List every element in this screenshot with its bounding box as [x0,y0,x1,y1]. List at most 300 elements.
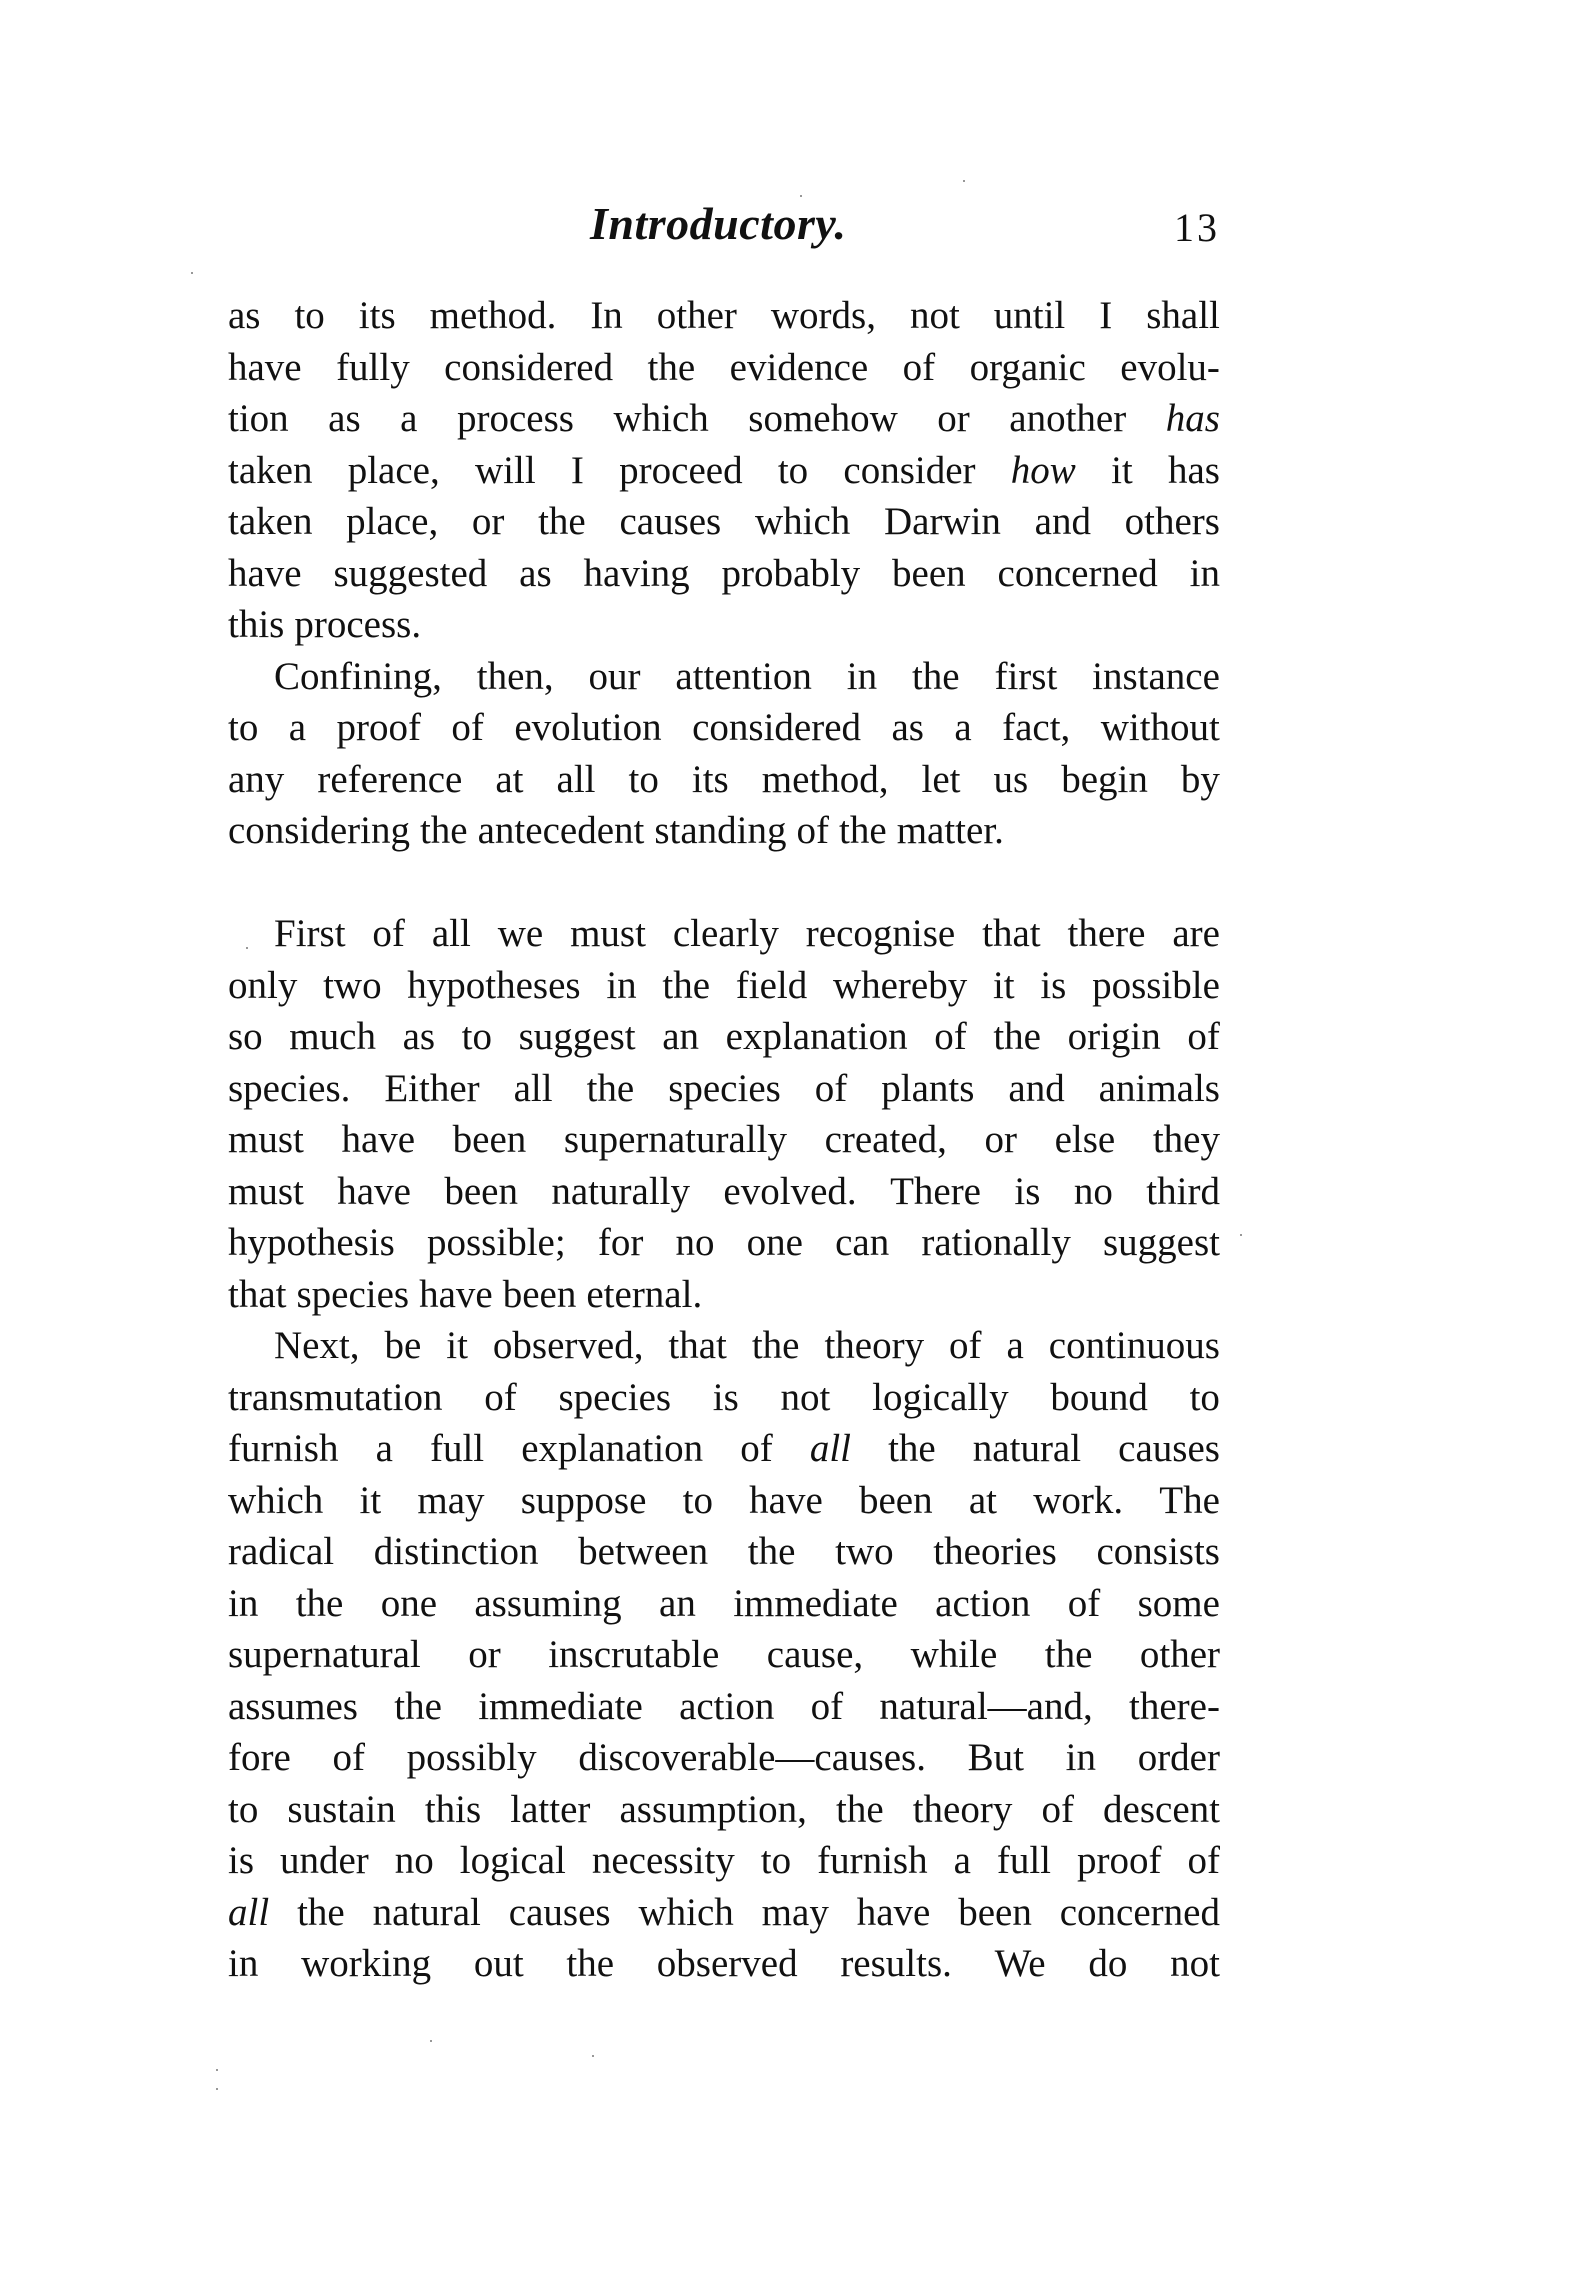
word: work. [1033,1478,1124,1522]
word: I [570,448,584,492]
text-line [228,1835,1220,1887]
word: so [228,1015,263,1058]
word: furnish [228,1427,339,1470]
word: as [328,397,361,440]
word: the [1044,1633,1093,1676]
word: without [1100,706,1220,749]
word: its [691,757,729,801]
word: transmutation [228,1375,443,1419]
word: having [583,551,690,595]
word: may [417,1478,485,1522]
word: and [1008,1066,1065,1110]
word: field [735,963,808,1007]
word: suggested [333,551,488,595]
word: else [1054,1118,1116,1161]
word: rationally [921,1221,1071,1264]
word: as [891,706,924,749]
word: proceed [619,448,743,492]
word: evidence [729,345,869,389]
word: radical [228,1530,335,1573]
word: taken [228,500,313,543]
word: concerned [1059,1890,1220,1934]
word: the [538,500,586,543]
word: been [958,1890,1032,1934]
word: between [578,1530,709,1573]
word: matter. [896,809,1004,852]
word: possibly [406,1736,537,1779]
word: evolution [514,706,662,749]
word: latter [510,1787,591,1831]
word: natural—and, [879,1684,1093,1728]
word: explanation [725,1015,908,1058]
word: the [394,1684,442,1728]
word: process. [294,603,422,646]
paragraph [228,908,1220,1320]
text-line [228,1732,1220,1784]
text-line [228,1217,1220,1269]
word: explanation [521,1427,704,1470]
text-line [228,290,1220,342]
word: working [301,1942,432,1985]
word: probably [721,551,861,595]
word: our [588,654,641,698]
word: two [323,963,382,1007]
text-line [228,496,1220,548]
word: at [495,757,524,801]
word: been [452,1118,527,1161]
word: antecedent [477,809,645,852]
word: which [613,397,709,440]
scan-speck [216,2069,218,2071]
word: We [994,1942,1046,1985]
word: the [993,1015,1041,1058]
word: origin [1067,1015,1161,1058]
word: of [796,809,830,852]
word: no [394,1839,434,1882]
word: consider [843,448,976,492]
word: considered [692,706,862,749]
scan-speck [246,947,248,949]
word: the [419,809,468,852]
word: the [888,1427,936,1470]
word: full [996,1839,1052,1882]
word: as [402,1015,436,1058]
word: or [984,1118,1017,1161]
word: taken [228,448,313,492]
word: which [754,500,851,543]
word: suggest [1102,1221,1220,1264]
word: or [937,397,970,440]
word: of [332,1736,365,1779]
word: us [993,757,1029,801]
word: there [1067,912,1146,955]
word: theory [824,1324,925,1367]
word: the [566,1942,615,1985]
word: a [288,706,307,749]
word: a [954,706,972,749]
word: others [1124,500,1220,543]
italic-word: has [1165,397,1220,440]
word: of [810,1684,844,1728]
word: evolu- [1120,345,1220,389]
word: no [1073,1169,1113,1213]
word: the [835,1787,884,1831]
word: considering [228,809,410,852]
word: species. [228,1066,351,1110]
word: suppose [520,1478,647,1522]
word: cause, [766,1633,864,1676]
word: all [431,912,471,955]
word: attention [675,654,812,698]
text-line [228,702,1220,754]
paragraph [228,290,1220,651]
running-title: Introductory. [590,198,847,249]
word: can [835,1221,890,1264]
word: to [682,1478,713,1522]
word: The [1159,1478,1220,1522]
word: to [1189,1375,1220,1419]
word: to [294,294,325,337]
word: that [982,912,1041,955]
text-line [228,1887,1220,1939]
word: possible [1092,963,1220,1007]
word: other [656,294,737,337]
word: of [484,1375,517,1419]
word: the [297,1890,345,1934]
word: results. [840,1942,952,1985]
word: immediate [478,1684,643,1728]
word: fully [336,345,410,389]
word: which [228,1478,324,1522]
text-line [228,445,1220,497]
word: There [890,1169,981,1213]
text-line [228,1938,1220,1990]
word: of [372,912,405,955]
word: some [1137,1581,1220,1625]
word: causes [1118,1427,1220,1470]
word: have [228,345,302,389]
word: is [712,1375,739,1419]
word: of [934,1015,967,1058]
word: the [839,809,887,852]
word: theory [912,1787,1013,1831]
italic-word: all [228,1890,270,1934]
word: be [384,1324,422,1367]
word: as [519,551,552,595]
word: Either [384,1066,480,1110]
scan-speck [800,195,802,197]
word: the [751,1324,800,1367]
word: observed [656,1942,798,1985]
word: it [359,1478,382,1522]
paragraph [228,651,1220,857]
word: not [780,1375,831,1419]
word: a [400,397,418,440]
word: standing [654,809,787,852]
word: for [597,1221,644,1264]
text-line [228,1681,1220,1733]
word: that [228,1272,287,1316]
word: of [1187,1839,1220,1882]
word: must [228,1118,304,1161]
word: logically [872,1375,1009,1419]
word: much [289,1015,376,1058]
word: has [1167,448,1220,492]
word: in [228,1581,259,1625]
text-line [228,960,1220,1012]
word: this [228,603,285,646]
word: any [228,757,285,801]
word: the [647,345,696,389]
word: furnish [817,1839,928,1882]
text-line [228,1423,1220,1475]
word: bound [1050,1375,1148,1419]
word: clearly [672,912,779,955]
word: inscrutable [548,1633,720,1676]
word: is [1040,963,1067,1007]
word: natural [372,1890,481,1934]
word: logical [459,1839,566,1882]
word: may [761,1890,829,1934]
text-line [228,1269,1220,1321]
word: is [228,1839,255,1882]
text-line [228,1063,1220,1115]
word: while [910,1633,998,1676]
word: observed, [492,1324,644,1367]
word: they [1152,1118,1220,1161]
word: must [228,1169,304,1213]
word: have [228,551,302,595]
text-line [228,342,1220,394]
scan-speck [963,180,965,182]
word: or [471,500,505,543]
word: in [1065,1736,1097,1779]
word: begin [1061,757,1148,801]
text-line [228,1784,1220,1836]
word: by [1180,757,1220,801]
word: it [992,963,1015,1007]
word: I [1099,294,1113,337]
word: then, [476,654,554,698]
word: the [586,1066,635,1110]
word: immediate [733,1581,898,1625]
scan-speck [430,2040,432,2042]
word: method. [429,294,557,337]
word: been [444,1169,518,1213]
word: assumes [228,1684,358,1728]
word: consists [1096,1530,1220,1573]
text-line [228,754,1220,806]
text-line [228,1011,1220,1063]
page-number: 13 [1174,205,1220,250]
word: have [419,1272,493,1316]
word: an [659,1581,696,1625]
word: of [1067,1581,1101,1625]
word: a [375,1427,393,1470]
word: shall [1146,294,1220,337]
word: and [1034,500,1091,543]
word: supernatural [228,1633,421,1676]
word: a [953,1839,971,1882]
word: order [1137,1736,1220,1779]
word: full [429,1427,485,1470]
word: been [859,1478,933,1522]
text-line [228,1578,1220,1630]
word: the [747,1530,796,1573]
word: all [556,757,596,801]
word: of [740,1427,773,1470]
word: action [935,1581,1031,1625]
text-line [228,908,1220,960]
word: place, [347,448,440,492]
word: to [760,1839,792,1882]
text-line [228,1114,1220,1166]
word: have [856,1890,931,1934]
word: distinction [373,1530,539,1573]
scan-speck [1240,1234,1242,1236]
word: words, [770,294,876,337]
word: suggest [518,1015,636,1058]
word: until [993,294,1066,337]
word: two [835,1530,894,1573]
word: third [1146,1169,1220,1213]
word: proof [336,706,421,749]
word: natural [972,1427,1082,1470]
text-line [228,393,1220,445]
word: no [675,1221,715,1264]
word: organic [969,345,1086,389]
text-line [228,1526,1220,1578]
word: of [902,345,936,389]
word: been [892,551,966,595]
word: causes [619,500,722,543]
word: one [746,1221,803,1264]
word: another [1009,397,1127,440]
word: under [279,1839,369,1882]
word: the [662,963,711,1007]
word: in [606,963,637,1007]
word: created, [824,1118,947,1161]
word: possible; [427,1221,566,1264]
word: First [274,912,346,955]
word: will [474,448,536,492]
scan-speck [216,2088,218,2090]
text-line [228,548,1220,600]
word: tion [228,397,289,440]
word: have [749,1478,823,1522]
word: one [380,1581,437,1625]
word: In [590,294,623,337]
word: not [909,294,960,337]
word: we [497,912,544,955]
text-line [228,1372,1220,1424]
word: other [1139,1633,1220,1676]
word: the [911,654,960,698]
word: first [994,654,1058,698]
word: it [446,1324,468,1367]
word: to [461,1015,493,1058]
word: only [228,963,298,1007]
word: assuming [474,1581,622,1625]
word: that [668,1324,727,1367]
word: an [662,1015,700,1058]
word: supernaturally [563,1118,787,1161]
word: Confining, [274,654,442,698]
word: of [949,1324,982,1367]
word: fore [228,1736,291,1779]
word: in [228,1942,259,1985]
word: out [473,1942,524,1985]
word: fact, [1002,706,1071,749]
word: evolved. [723,1169,857,1213]
word: process [456,397,574,440]
word: plants [881,1066,975,1110]
word: which [638,1890,734,1934]
italic-word: how [1010,448,1076,492]
scan-speck [191,272,193,274]
word: Next, [274,1324,360,1367]
text-line [228,599,1220,651]
word: is [1014,1169,1041,1213]
word: all [513,1066,553,1110]
word: recognise [805,912,956,955]
word: instance [1092,654,1220,698]
word: this [424,1787,482,1831]
word: whereby [832,963,968,1007]
word: discoverable—causes. [578,1736,926,1779]
word: a [1006,1324,1024,1367]
word: must [570,912,646,955]
text-line [228,805,1220,857]
body-text [228,290,1220,1990]
word: reference [317,757,463,801]
text-line [228,651,1220,703]
word: Darwin [883,500,1001,543]
text-line [228,1166,1220,1218]
word: But [967,1736,1024,1779]
paragraph-spacer [228,857,1220,909]
word: at [968,1478,997,1522]
word: eternal. [586,1272,703,1316]
word: let [921,757,961,801]
word: do [1088,1942,1128,1985]
word: are [1172,912,1220,955]
word: in [1189,551,1220,595]
word: to [628,757,659,801]
word: sustain [287,1787,396,1831]
word: not [1170,1942,1220,1985]
scan-speck [592,2055,594,2057]
word: have [337,1169,411,1213]
word: its [358,294,396,337]
word: somehow [748,397,898,440]
text-line [228,1320,1220,1372]
word: it [1111,448,1133,492]
word: descent [1103,1787,1220,1831]
word: concerned [997,551,1158,595]
paragraph [228,1320,1220,1990]
word: been [502,1272,577,1316]
word: of [1187,1015,1220,1058]
text-line [228,1629,1220,1681]
word: in [846,654,878,698]
word: the [295,1581,344,1625]
word: continuous [1048,1324,1220,1367]
word: action [679,1684,775,1728]
word: species [558,1375,672,1419]
word: hypotheses [407,963,581,1007]
word: place, [346,500,439,543]
